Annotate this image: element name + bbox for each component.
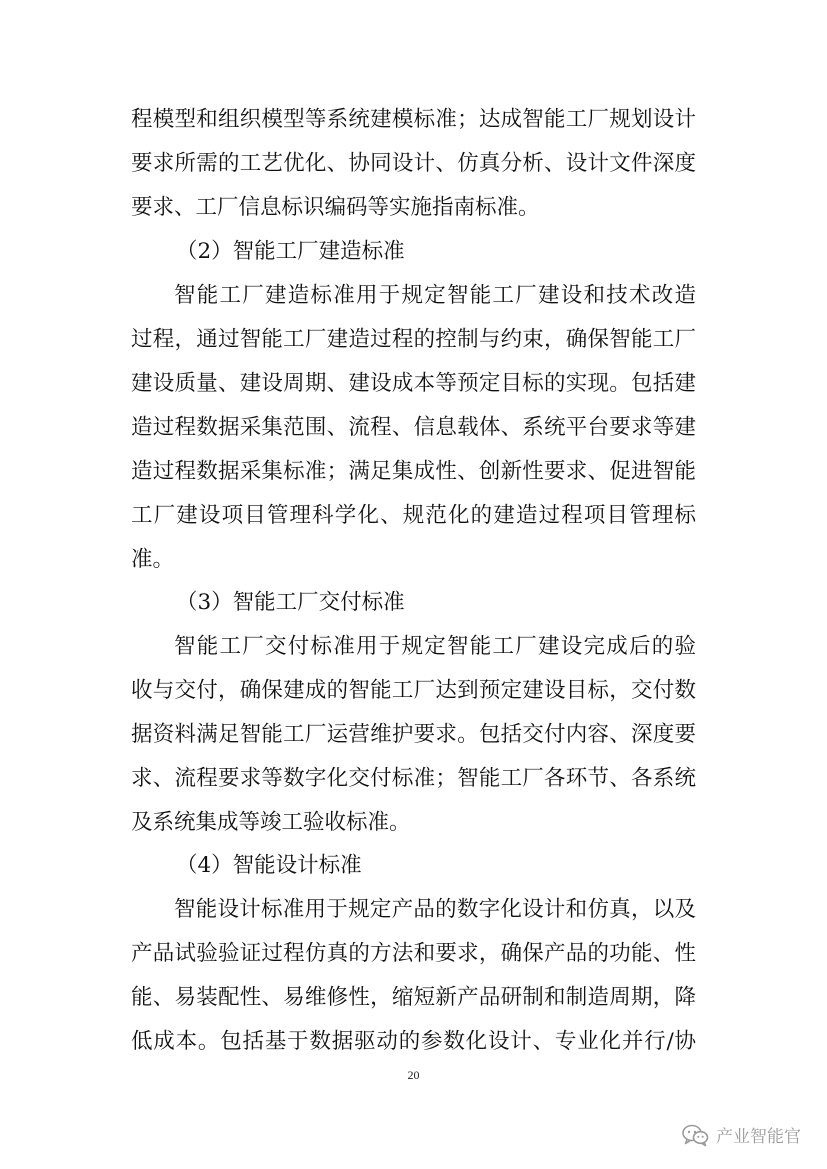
text-line: 及系统集成等竣工验收标准。 xyxy=(131,810,411,835)
text-line: 程模型和组织模型等系统建模标准；达成智能工厂规划设计 xyxy=(131,107,696,132)
text-line: 能、易装配性、易维修性，缩短新产品研制和制造周期，降 xyxy=(131,985,696,1010)
page-number: 20 xyxy=(407,1068,420,1082)
text-line: 智能设计标准用于规定产品的数字化设计和仿真，以及 xyxy=(174,897,696,922)
text-line: 收与交付，确保建成的智能工厂达到预定建设目标，交付数 xyxy=(131,678,696,703)
text-line: 建设质量、建设周期、建设成本等预定目标的实现。包括建 xyxy=(131,371,696,396)
wechat-icon xyxy=(681,1123,709,1147)
text-line: 智能工厂建造标准用于规定智能工厂建设和技术改造 xyxy=(174,283,696,308)
section-heading: （4）智能设计标准 xyxy=(176,853,362,878)
text-line: 准。 xyxy=(131,547,175,572)
text-line: 过程，通过智能工厂建造过程的控制与约束，确保智能工厂 xyxy=(131,327,696,352)
text-line: 求、流程要求等数字化交付标准；智能工厂各环节、各系统 xyxy=(131,766,696,791)
text-line: 造过程数据采集标准；满足集成性、创新性要求、促进智能 xyxy=(131,459,696,484)
text-line: 要求、工厂信息标识编码等实施指南标准。 xyxy=(131,195,540,220)
text-line: 要求所需的工艺优化、协同设计、仿真分析、设计文件深度 xyxy=(131,151,696,176)
text-line: 智能工厂交付标准用于规定智能工厂建设完成后的验 xyxy=(174,634,696,659)
text-line: 工厂建设项目管理科学化、规范化的建造过程项目管理标 xyxy=(131,503,696,528)
section-heading: （2）智能工厂建造标准 xyxy=(176,239,405,264)
watermark xyxy=(681,1122,801,1147)
text-line: 造过程数据采集范围、流程、信息载体、系统平台要求等建 xyxy=(131,415,696,440)
text-line: 产品试验验证过程仿真的方法和要求，确保产品的功能、性 xyxy=(131,941,696,966)
text-line: 低成本。包括基于数据驱动的参数化设计、专业化并行/协 xyxy=(131,1029,696,1054)
watermark-text: 产业智能官 xyxy=(716,1127,801,1147)
section-heading: （3）智能工厂交付标准 xyxy=(176,590,405,615)
text-line: 据资料满足智能工厂运营维护要求。包括交付内容、深度要 xyxy=(131,722,696,747)
